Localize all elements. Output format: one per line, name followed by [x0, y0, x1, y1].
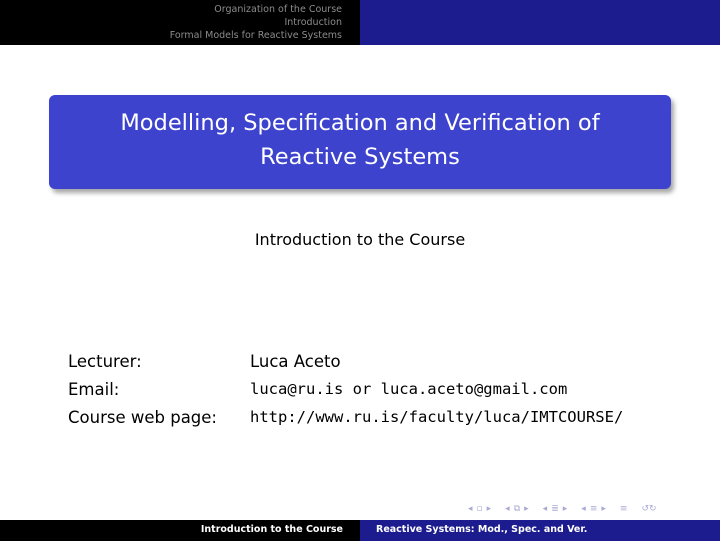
section-link-formal-models[interactable]: Formal Models for Reactive Systems	[169, 30, 342, 41]
footer-right-panel	[360, 520, 720, 541]
slide-subtitle: Introduction to the Course	[254, 230, 466, 249]
lecturer-label: Lecturer:	[68, 351, 142, 371]
slide-frame-icon[interactable]: ▫	[476, 504, 483, 514]
header-right-panel	[360, 0, 720, 45]
email-row	[68, 375, 720, 403]
prev-subsection-arrow-icon[interactable]: ◂	[505, 504, 510, 514]
document-icon[interactable]: ≡	[589, 504, 598, 514]
slide-title-line-2: Reactive Systems	[260, 144, 460, 170]
title-box	[49, 95, 671, 189]
email-value: luca@ru.is or luca.aceto@gmail.com	[250, 380, 568, 398]
email-label: Email:	[68, 379, 120, 399]
footer-short-title: Reactive Systems: Mod., Spec. and Ver.	[376, 524, 588, 535]
prev-doc-arrow-icon[interactable]: ◂	[581, 504, 586, 514]
next-section-arrow-icon[interactable]: ▸	[562, 504, 568, 514]
prev-section-arrow-icon[interactable]: ◂	[542, 504, 548, 514]
prev-slide-arrow-icon[interactable]: ◂	[468, 504, 473, 514]
next-slide-arrow-icon[interactable]: ▸	[486, 504, 492, 514]
section-link-organization[interactable]: Organization of the Course	[214, 4, 342, 15]
next-doc-arrow-icon[interactable]: ▸	[601, 504, 606, 514]
section-navigation	[170, 3, 342, 42]
header-bar	[0, 0, 720, 45]
footer-subtitle: Introduction to the Course	[200, 524, 343, 535]
lecturer-value: Luca Aceto	[250, 351, 341, 371]
footer-left-panel	[0, 520, 360, 541]
slide-title	[49, 106, 671, 174]
web-page-row	[68, 403, 720, 431]
subsection-icon[interactable]: ⧉	[513, 504, 521, 514]
lecturer-row	[68, 347, 720, 375]
header-left-panel	[0, 0, 360, 45]
section-link-introduction[interactable]: Introduction	[284, 17, 342, 28]
web-page-link[interactable]: http://www.ru.is/faculty/luca/IMTCOURSE/	[250, 408, 624, 426]
next-subsection-arrow-icon[interactable]: ▸	[524, 504, 529, 514]
course-info	[68, 347, 720, 431]
search-back-forward-icon[interactable]: ↺↻	[641, 504, 657, 514]
web-page-label: Course web page:	[68, 407, 217, 427]
navigation-symbols	[468, 502, 661, 516]
appendix-icon[interactable]: ≡	[619, 504, 628, 514]
slide-title-line-1: Modelling, Specification and Verification of	[120, 110, 600, 136]
section-icon[interactable]: ≣	[551, 504, 559, 514]
